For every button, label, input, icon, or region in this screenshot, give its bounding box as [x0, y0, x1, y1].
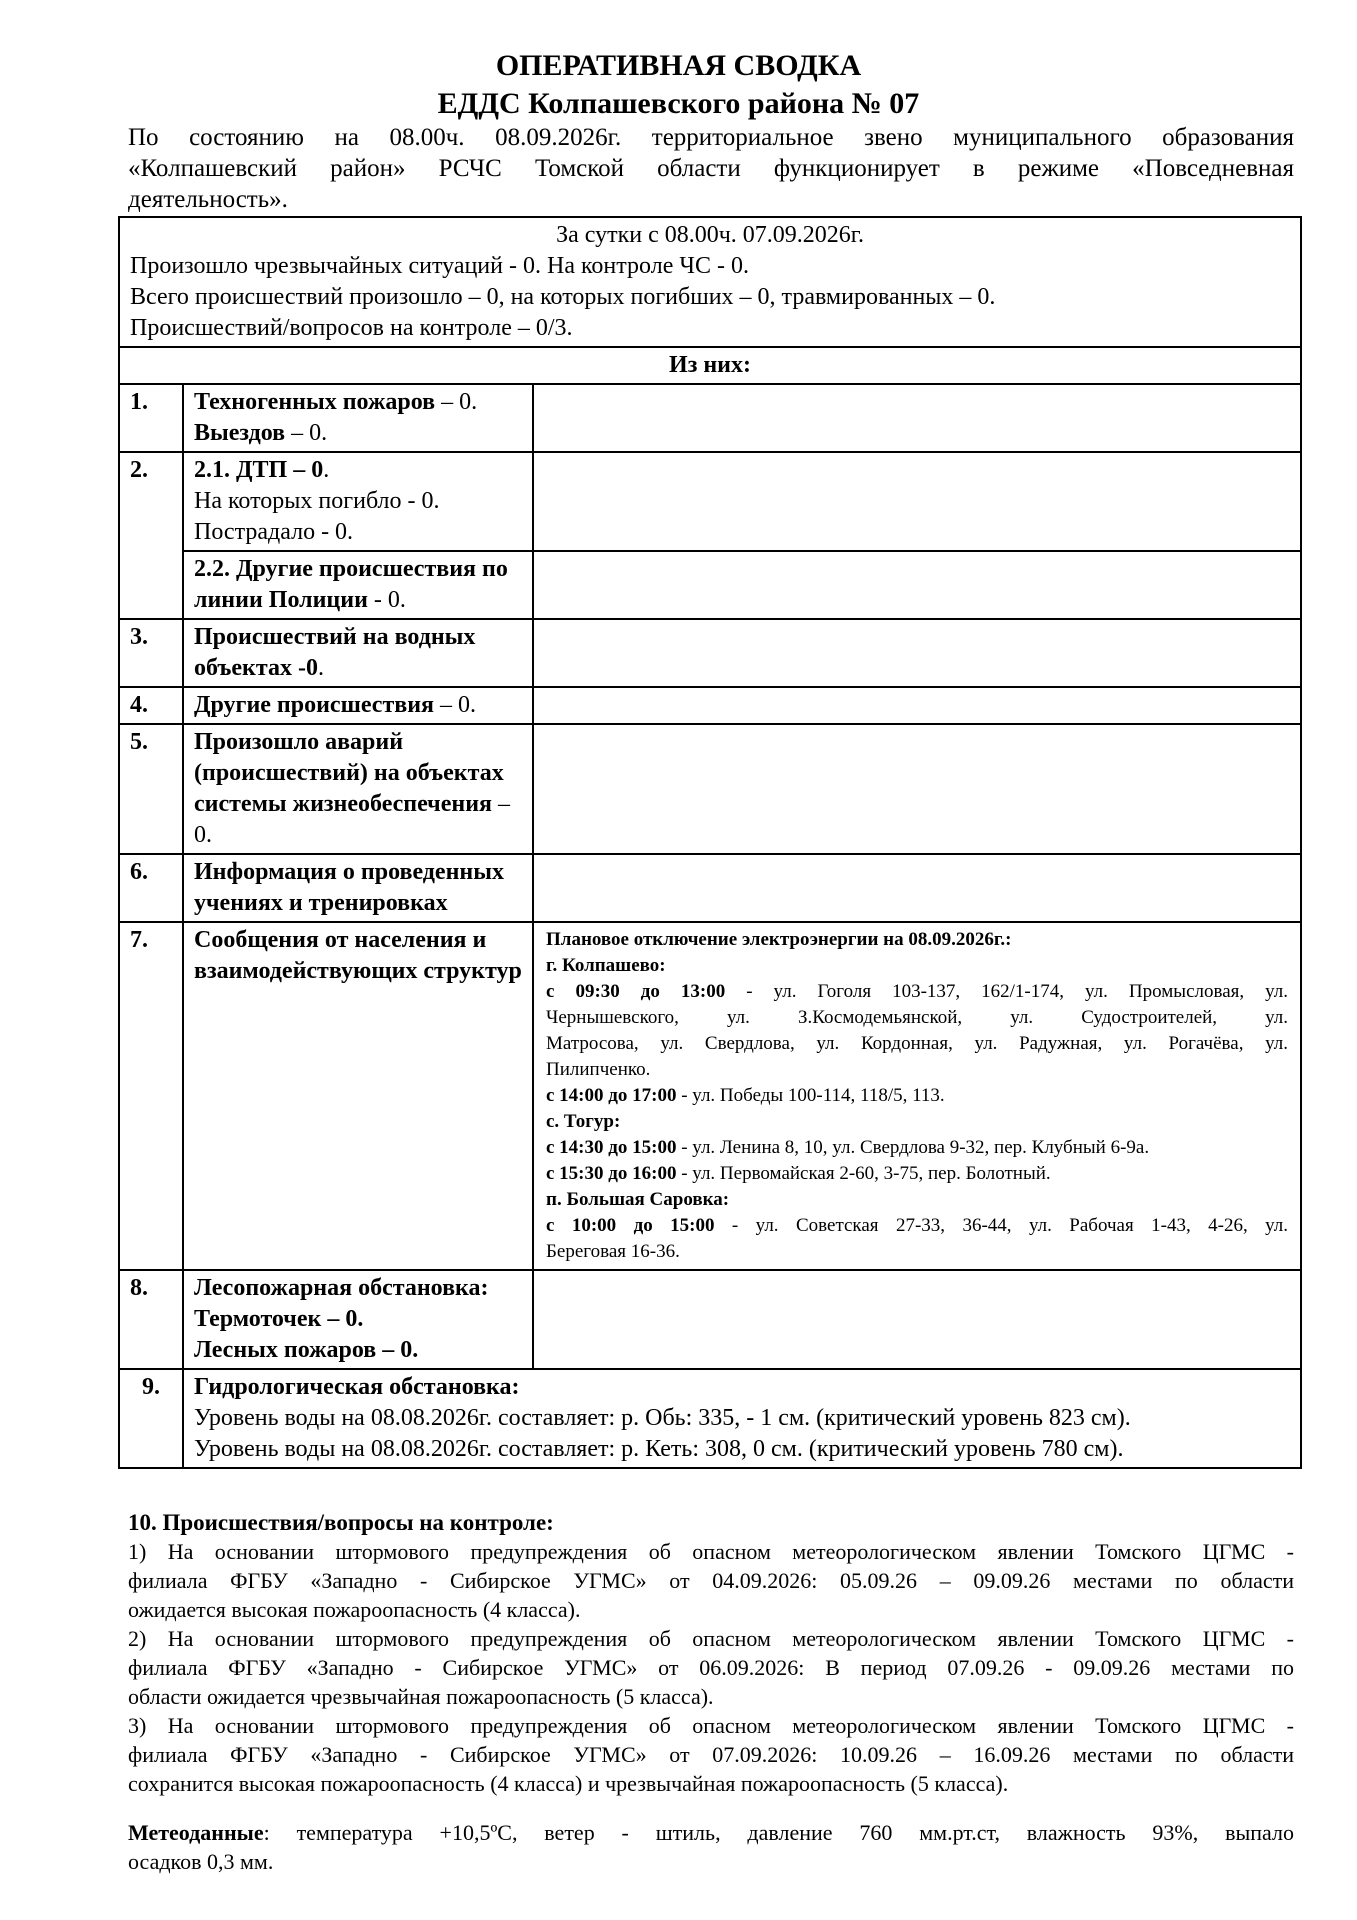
town-name: г. Колпашево:: [546, 955, 666, 976]
row-label: [183, 452, 533, 551]
row-label: [183, 724, 533, 854]
table-row: [119, 1369, 1301, 1468]
row-label-bold: Сообщения от населения и взаимодействующих структур: [194, 927, 522, 984]
row-label-bold: Произошло аварий (происшествий) на объектах системы жизнеобеспечения: [194, 729, 504, 817]
row-label: [183, 1270, 533, 1369]
summary-period: За сутки с 08.00ч. 07.09.2026г.: [556, 222, 864, 248]
hydrology-cell: [183, 1369, 1301, 1468]
control-item-line: области ожидается чрезвычайная пожароопасность (5 класса).: [128, 1684, 714, 1709]
row-details: [533, 724, 1301, 854]
table-row: [119, 922, 1301, 1270]
row-label-bold: 2.1. ДТП – 0: [194, 457, 324, 483]
control-item-line: 1) На основании штормового предупреждения об опасном метеорологическом явлении Томского ЦГМС -: [128, 1539, 1294, 1564]
row-number: 1.: [119, 384, 183, 452]
table-row: [119, 724, 1301, 854]
row-label-bold: Другие происшествия: [194, 692, 434, 718]
row-label: [183, 619, 533, 687]
power-outage-details: [533, 922, 1301, 1270]
row-label-text: – 0.: [434, 692, 476, 718]
schedule-streets: - ул. Гоголя 103-137, 162/1-174, ул. Промысловая, ул.: [725, 981, 1289, 1002]
intro-line: По состоянию на 08.00ч. 08.09.2026г. территориальное звено муниципального образования: [128, 124, 1294, 151]
control-item-line: филиала ФГБУ «Западно - Сибирское УГМС» от 04.09.2026: 05.09.26 – 09.09.26 местами по области: [128, 1568, 1294, 1593]
row-label: [183, 551, 533, 619]
control-section: [128, 1508, 1294, 1798]
table-row: [119, 384, 1301, 452]
control-item-line: ожидается высокая пожароопасность (4 класса).: [128, 1597, 581, 1622]
schedule-line: Береговая 16-36.: [546, 1241, 680, 1262]
table-row: [119, 854, 1301, 922]
summary-line: Всего происшествий произошло – 0, на которых погибших – 0, травмированных – 0.: [130, 284, 996, 310]
schedule-streets: - ул. Первомайская 2-60, 3-75, пер. Болотный.: [676, 1163, 1051, 1184]
meteo-label: Метеоданные: [128, 1820, 264, 1845]
power-outage-heading: Плановое отключение электроэнергии на 08.09.2026г.:: [546, 929, 1012, 950]
schedule-line: [546, 1161, 1288, 1187]
summary-line: Происшествий/вопросов на контроле – 0/3.: [130, 315, 573, 341]
row-label-bold: Техногенных пожаров: [194, 389, 436, 415]
schedule-streets: - ул. Победы 100-114, 118/5, 113.: [676, 1085, 945, 1106]
table-row: [119, 619, 1301, 687]
row-label-text: – 0.: [285, 420, 328, 446]
row-label: [183, 854, 533, 922]
row-label-text: – 0.: [194, 791, 511, 848]
schedule-time: с 10:00 до 15:00: [546, 1215, 715, 1236]
row-number: 2.: [119, 452, 183, 619]
row-label: [183, 384, 533, 452]
row-number: 9.: [119, 1369, 183, 1468]
row-label-bold: Лесопожарная обстановка:: [194, 1275, 489, 1301]
schedule-time: с 15:30 до 16:00: [546, 1163, 677, 1184]
report-table: [118, 216, 1302, 1469]
control-item-line: 2) На основании штормового предупреждения об опасном метеорологическом явлении Томского ЦГМС -: [128, 1626, 1294, 1651]
table-row: [119, 452, 1301, 551]
row-number: 6.: [119, 854, 183, 922]
row-details: [533, 551, 1301, 619]
row-label-text: - 0.: [367, 587, 406, 613]
document-title: ОПЕРАТИВНАЯ СВОДКА: [495, 49, 862, 82]
row-number: 8.: [119, 1270, 183, 1369]
schedule-streets: - ул. Советская 27-33, 36-44, ул. Рабочая 1-43, 4-26, ул.: [714, 1215, 1289, 1236]
schedule-line: [546, 979, 1288, 1005]
control-heading: 10. Происшествия/вопросы на контроле:: [128, 1510, 554, 1535]
row-details: [533, 1270, 1301, 1369]
schedule-time: с 14:00 до 17:00: [546, 1085, 677, 1106]
summary-row: [119, 217, 1301, 347]
control-item-line: 3) На основании штормового предупреждения об опасном метеорологическом явлении Томского ЦГМС -: [128, 1713, 1294, 1738]
row-label: [183, 922, 533, 1270]
row-number: 7.: [119, 922, 183, 1270]
table-row: [119, 687, 1301, 724]
row-label-text: Пострадало - 0.: [194, 519, 354, 545]
schedule-line: Матросова, ул. Свердлова, ул. Кордонная, ул. Радужная, ул. Рогачёва, ул.: [546, 1033, 1289, 1054]
table-row: [119, 551, 1301, 619]
row-label-bold: Выездов: [194, 420, 286, 446]
row-label-text: .: [323, 457, 330, 483]
intro-line: «Колпашевский район» РСЧС Томской области функционирует в режиме «Повседневная: [128, 155, 1294, 182]
summary-line: Произошло чрезвычайных ситуаций - 0. На контроле ЧС - 0.: [130, 253, 749, 279]
row-label-text: На которых погибло - 0.: [194, 488, 440, 514]
meteo-line: осадков 0,3 мм.: [128, 1849, 274, 1874]
row-label-bold: Происшествий на водных объектах -0: [194, 624, 476, 681]
schedule-streets: - ул. Ленина 8, 10, ул. Свердлова 9-32, пер. Клубный 6-9а.: [676, 1137, 1150, 1158]
control-item-line: филиала ФГБУ «Западно - Сибирское УГМС» от 07.09.2026: 10.09.26 – 16.09.26 местами по области: [128, 1742, 1294, 1767]
water-level-line: Уровень воды на 08.08.2026г. составляет: р. Обь: 335, - 1 см. (критический уровень 823 см).: [194, 1405, 1131, 1431]
schedule-line: Чернышевского, ул. З.Космодемьянской, ул. Судостроителей, ул.: [546, 1007, 1289, 1028]
row-number: 3.: [119, 619, 183, 687]
control-item-line: филиала ФГБУ «Западно - Сибирское УГМС» от 06.09.2026: В период 07.09.26 - 09.09.26 местами по: [128, 1655, 1294, 1680]
iz-nih-row: [119, 347, 1301, 384]
row-details: [533, 452, 1301, 551]
row-label-text: .: [317, 655, 324, 681]
summary-cell: [119, 217, 1301, 347]
row-label-bold: Лесных пожаров – 0.: [194, 1337, 419, 1363]
intro-paragraph: [128, 122, 1294, 215]
schedule-time: с 14:30 до 15:00: [546, 1137, 677, 1158]
intro-line: деятельность».: [128, 186, 288, 213]
town-name: с. Тогур:: [546, 1111, 621, 1132]
document-subtitle: ЕДДС Колпашевского района № 07: [437, 87, 920, 120]
meteo-section: [128, 1818, 1294, 1876]
row-label-bold: Термоточек – 0.: [194, 1306, 364, 1332]
row-label-bold: 2.2. Другие происшествия по линии Полиции: [194, 556, 508, 613]
row-number: 4.: [119, 687, 183, 724]
table-row: [119, 1270, 1301, 1369]
schedule-line: [546, 1135, 1288, 1161]
row-number: 5.: [119, 724, 183, 854]
schedule-time: с 09:30 до 13:00: [546, 981, 726, 1002]
row-label-text: – 0.: [435, 389, 478, 415]
schedule-line: [546, 1213, 1288, 1239]
row-label-bold: Информация о проведенных учениях и тренировках: [194, 859, 504, 916]
town-name: п. Большая Саровка:: [546, 1189, 730, 1210]
schedule-line: [546, 1083, 1288, 1109]
row-details: [533, 384, 1301, 452]
row-details: [533, 854, 1301, 922]
meteo-line: [128, 1818, 1294, 1847]
control-item-line: сохранится высокая пожароопасность (4 класса) и чрезвычайная пожароопасность (5 класса).: [128, 1771, 1009, 1796]
row-details: [533, 619, 1301, 687]
iz-nih-heading: Из них:: [119, 347, 1301, 384]
row-label: [183, 687, 533, 724]
meteo-text: : температура +10,5ºС, ветер - штиль, давление 760 мм.рт.ст, влажность 93%, выпало: [263, 1820, 1294, 1845]
schedule-line: Пилипченко.: [546, 1059, 651, 1080]
water-level-line: Уровень воды на 08.08.2026г. составляет: р. Кеть: 308, 0 см. (критический уровень 780 см).: [194, 1436, 1124, 1462]
hydrology-heading: Гидрологическая обстановка:: [194, 1374, 520, 1400]
row-details: [533, 687, 1301, 724]
